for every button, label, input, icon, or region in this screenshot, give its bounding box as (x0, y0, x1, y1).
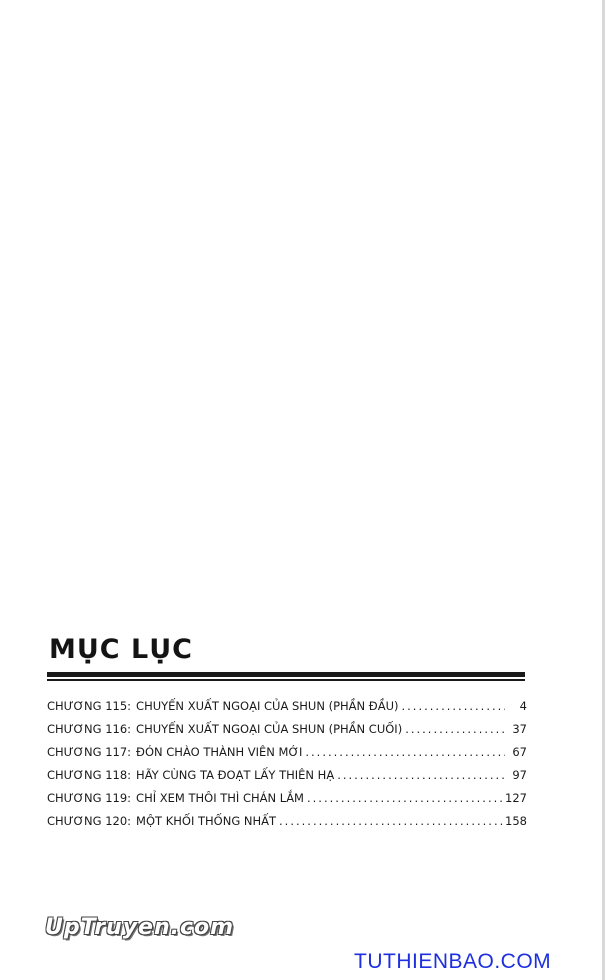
toc-entry (47, 741, 527, 764)
dot-leader (302, 741, 505, 764)
entry-page: 67 (512, 745, 527, 759)
dot-leader (398, 695, 505, 718)
dot-leader (304, 787, 505, 810)
entry-page: 37 (512, 722, 527, 736)
uptruyen-watermark: UpTruyen.com (45, 915, 235, 940)
entry-page: 97 (512, 768, 527, 782)
entry-page: 158 (505, 814, 527, 828)
entry-title: CHUYẾN XUẤT NGOẠI CỦA SHUN (PHẦN CUỐI) (136, 722, 403, 736)
toc-entry (47, 695, 527, 718)
table-of-contents (47, 632, 527, 833)
toc-entries (47, 695, 527, 833)
toc-entry (47, 764, 527, 787)
toc-entry (47, 718, 527, 741)
entry-title: MỘT KHỐI THỐNG NHẤT (136, 814, 277, 828)
toc-title: MỤC LỤC (49, 634, 193, 665)
entry-title: HÃY CÙNG TA ĐOẠT LẤY THIÊN HẠ (136, 768, 335, 782)
entry-chapter: CHƯƠNG 116: (47, 722, 132, 736)
entry-chapter: CHƯƠNG 120: (47, 814, 132, 828)
dot-leader (402, 718, 505, 741)
title-rule-thin (47, 679, 525, 681)
dot-leader (276, 810, 505, 833)
entry-chapter: CHƯƠNG 115: (47, 699, 132, 713)
entry-chapter: CHƯƠNG 117: (47, 745, 132, 759)
entry-title: CHỈ XEM THÔI THÌ CHÁN LẮM (136, 791, 304, 805)
entry-title: ĐÓN CHÀO THÀNH VIÊN MỚI (136, 745, 303, 759)
dot-leader (334, 764, 505, 787)
toc-entry (47, 810, 527, 833)
toc-entry (47, 787, 527, 810)
entry-chapter: CHƯƠNG 119: (47, 791, 132, 805)
entry-chapter: CHƯƠNG 118: (47, 768, 132, 782)
entry-title: CHUYẾN XUẤT NGOẠI CỦA SHUN (PHẦN ĐẦU) (136, 699, 399, 713)
entry-page: 4 (519, 699, 527, 713)
entry-page: 127 (505, 791, 527, 805)
title-rule-thick (47, 672, 525, 677)
tuthienbao-watermark: TUTHIENBAO.COM (354, 950, 552, 973)
